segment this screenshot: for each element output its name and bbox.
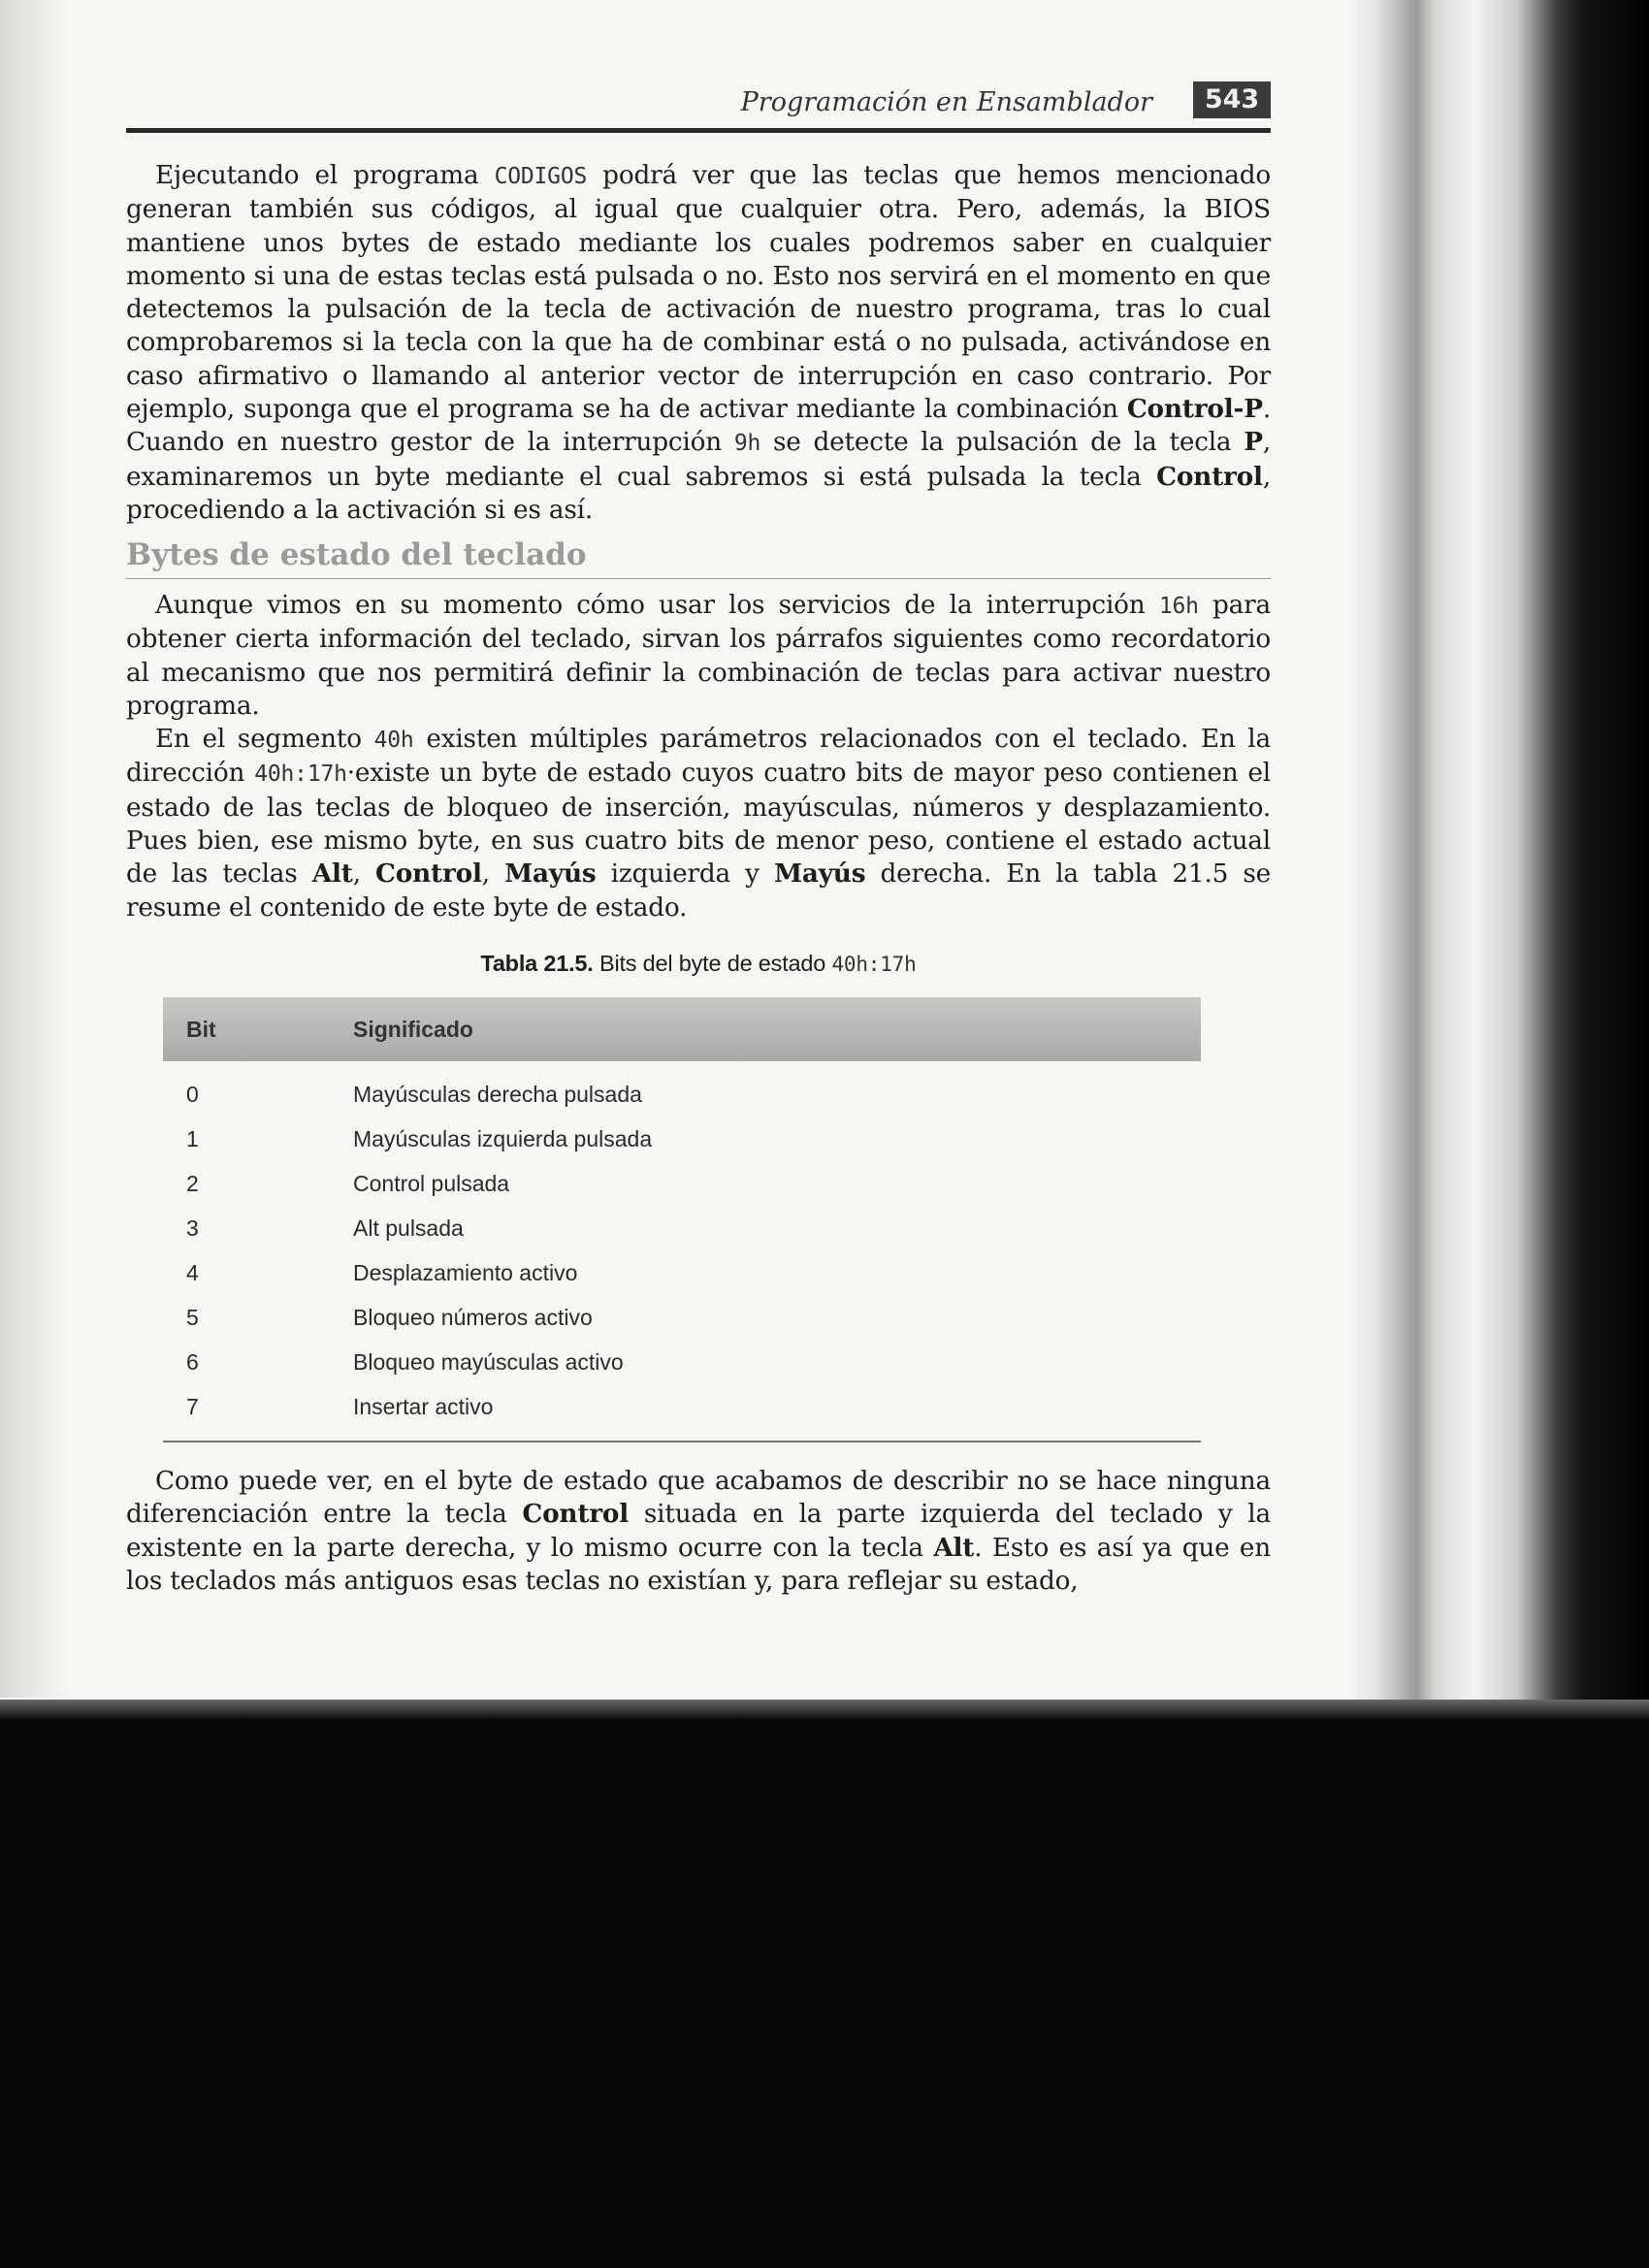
scan-binding-shadow — [1348, 0, 1649, 1707]
intro-section — [126, 159, 1271, 527]
closing-paragraph: Como puede ver, en el byte de estado que acabamos de describir no se hace ninguna diferenciación entre la tecla Control situada en la parte izquierda del teclado y la existente en la parte derecha, y lo mismo ocurre con la tecla Alt. Esto es así ya que en los teclados más antiguos esas teclas no existían y, para reflejar su estado, — [126, 1467, 1271, 1596]
closing-section — [126, 1465, 1271, 1598]
running-header — [126, 74, 1271, 130]
header-meaning: Significado — [353, 1016, 473, 1042]
table-row: 6 Bloqueo mayúsculas activo — [186, 1348, 624, 1375]
scan-black-area — [0, 1700, 1649, 2268]
table-row: 0 Mayúsculas derecha pulsada — [186, 1082, 642, 1108]
table-row: 3 Alt pulsada — [186, 1215, 464, 1242]
header-rule — [126, 128, 1271, 133]
header-bit: Bit — [186, 1016, 216, 1042]
table-header — [163, 997, 1201, 1061]
intro-paragraph: Ejecutando el programa CODIGOS podrá ver que las teclas que hemos mencionado generan también sus códigos, al igual que cualquier otra. Pero, además, la BIOS mantiene unos bytes de estado mediante los cuales podremos saber en cualquier momento si una de estas teclas está pulsada o no. Esto nos servirá en el momento en que detectemos la pulsación de la tecla de activación de nuestro programa, tras lo cual comprobaremos si la tecla con la que ha de combinar está o no pulsada, activándose en caso afirmativo o llamando al anterior vector de interrupción en caso contrario. Por ejemplo, suponga que el programa se ha de activar mediante la combinación Control-P. Cuando en nuestro gestor de la interrupción 9h se detecte la pulsación de la tecla P, examinaremos un byte mediante el cual sabremos si está pulsada la tecla Control, procediendo a la activación si es así. — [126, 161, 1272, 525]
running-title: Programación en Ensamblador — [740, 87, 1152, 117]
table-bottom-rule — [163, 1441, 1201, 1442]
page-number: 543 — [1193, 81, 1271, 118]
keyboard-status-section — [126, 537, 1271, 924]
status-byte-table — [163, 997, 1201, 1442]
table-row: 2 Control pulsada — [186, 1171, 510, 1197]
table-row: 1 Mayúsculas izquierda pulsada — [186, 1126, 653, 1152]
section-title: Bytes de estado del teclado — [126, 537, 1271, 579]
table-row: 5 Bloqueo números activo — [186, 1304, 593, 1330]
section-paragraph-2: En el segmento 40h existen múltiples parámetros relacionados con el teclado. En la dirección 40h:17h·existe un byte de estado cuyos cuatro bits de mayor peso contienen el estado de las teclas de bloqueo de inserción, mayúsculas, números y desplazamiento. Pues bien, ese mismo byte, en sus cuatro bits de menor peso, contiene el estado actual de las teclas Alt, Control, Mayús izquierda y Mayús derecha. En la tabla 21.5 se resume el contenido de este byte de estado. — [126, 725, 1272, 923]
scan-left-edge — [0, 0, 68, 1698]
section-paragraph-1: Aunque vimos en su momento cómo usar los servicios de la interrupción 16h para obtener cierta información del teclado, sirvan los párrafos siguientes como recordatorio al mecanismo que nos permitirá definir la combinación de teclas para activar nuestro programa. — [126, 591, 1271, 721]
table-row: 7 Insertar activo — [186, 1393, 494, 1419]
table-row: 4 Desplazamiento activo — [186, 1260, 578, 1285]
table-caption: Tabla 21.5. Bits del byte de estado 40h:17h — [480, 951, 917, 976]
